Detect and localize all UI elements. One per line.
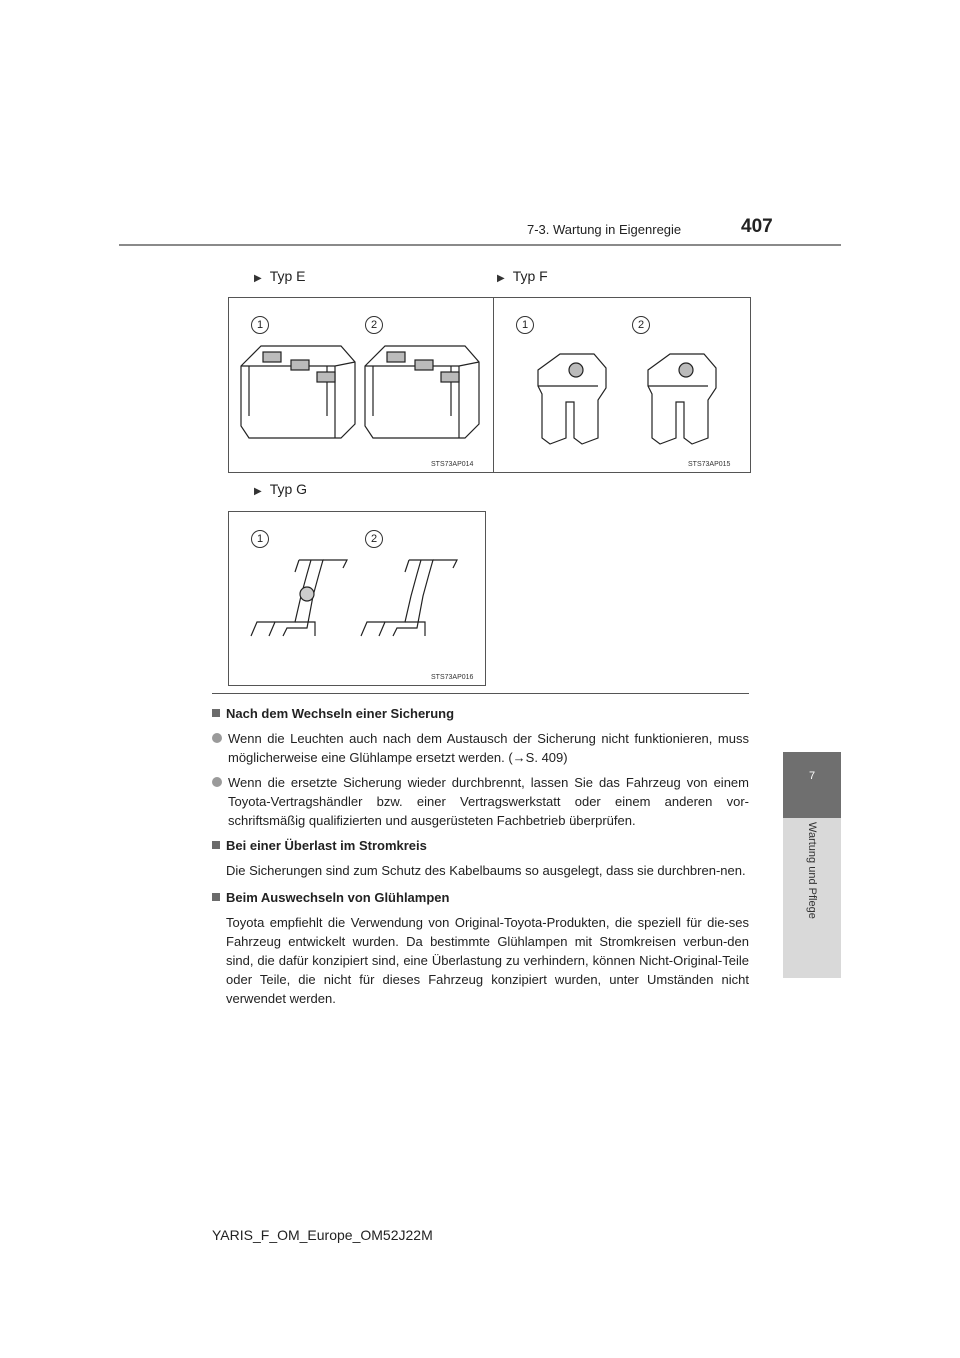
- section-paragraph: Die Sicherungen sind zum Schutz des Kabelbaums so ausgelegt, dass sie durchbren-nen.: [226, 863, 746, 878]
- content-divider: [212, 693, 749, 694]
- section-heading: Bei einer Überlast im Stromkreis: [212, 836, 749, 855]
- chapter-tab-number: 7: [783, 752, 841, 818]
- figure-code: STS73AP015: [688, 461, 731, 468]
- callout-1: 1: [251, 316, 269, 334]
- section-heading: Beim Auswechseln von Glühlampen: [212, 888, 749, 907]
- figure-e-fuse-illustration: [228, 297, 494, 473]
- callout-1: 1: [251, 530, 269, 548]
- figure-code: STS73AP016: [431, 674, 474, 681]
- callout-1: 1: [516, 316, 534, 334]
- circle-bullet-icon: [212, 733, 222, 743]
- figure-f-fuse-illustration: [493, 297, 751, 473]
- chapter-tab: [783, 818, 841, 978]
- header-section-title: 7-3. Wartung in Eigenregie: [527, 222, 682, 237]
- figure-f-label: ▶ Typ F: [497, 268, 548, 284]
- callout-2: 2: [632, 316, 650, 334]
- section-paragraph: Toyota empfiehlt die Verwendung von Original-Toyota-Produkten, die speziell für die-ses Fahrzeug entwickelt wurden. Da bestimmte Glühlampen mit Stromkreisen verbun-den sind, die dafür konzipiert sind, eine Überlastung zu verhindern, können Nicht-Original-Teile oder Teile, die nicht für dieses Fahrzeug konzipiert wurden, unter Umständen nicht verwendet werden.: [226, 915, 749, 1006]
- chapter-tab-label: Wartung und Pflege: [806, 822, 818, 919]
- list-item: Wenn die ersetzte Sicherung wieder durchbrennt, lassen Sie das Fahrzeug von einem Toyota-Vertragshändler bzw. einer Vertragswerkstatt oder einem anderen vor-schriftsmäßig qualifizierten und ausgerüsteten Fachbetrieb überprüfen.: [212, 773, 749, 830]
- square-bullet-icon: [212, 893, 220, 901]
- triangle-bullet-icon: ▶: [254, 486, 262, 497]
- section-heading: Nach dem Wechseln einer Sicherung: [212, 704, 749, 723]
- triangle-bullet-icon: ▶: [254, 273, 262, 284]
- square-bullet-icon: [212, 709, 220, 717]
- figure-g-label: ▶ Typ G: [254, 481, 308, 497]
- page-number: 407: [741, 216, 773, 237]
- figure-g-fuse-illustration: [228, 511, 486, 686]
- square-bullet-icon: [212, 841, 220, 849]
- list-item: Wenn die Leuchten auch nach dem Austausch der Sicherung nicht funktionieren, muss möglicherweise eine Glühlampe ersetzt werden. (→S. 409): [212, 729, 749, 767]
- figure-e-label: ▶ Typ E: [254, 268, 306, 284]
- header-divider: [119, 244, 841, 246]
- callout-2: 2: [365, 316, 383, 334]
- circle-bullet-icon: [212, 777, 222, 787]
- notes-content: [212, 704, 749, 1016]
- triangle-bullet-icon: ▶: [497, 273, 505, 284]
- document-footer-code: YARIS_F_OM_Europe_OM52J22M: [212, 1227, 433, 1243]
- callout-2: 2: [365, 530, 383, 548]
- figure-code: STS73AP014: [431, 461, 474, 468]
